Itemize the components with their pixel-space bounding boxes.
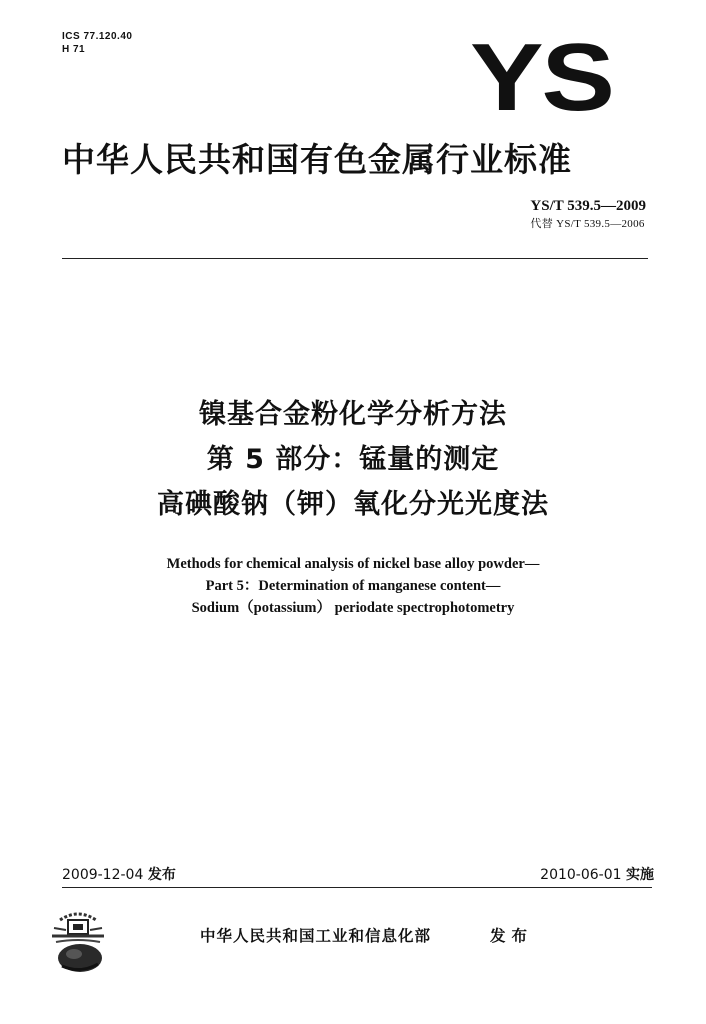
- publisher-name: 中华人民共和国工业和信息化部: [200, 927, 432, 945]
- ccs-code: H 71: [62, 44, 86, 55]
- standard-type-title: 中华人民共和国有色金属行业标准: [62, 140, 572, 179]
- publish-label: 发布: [490, 927, 534, 945]
- chinese-title-line-3: 高碘酸钠（钾）氧化分光光度法: [157, 489, 549, 520]
- effective-date-value: 2010-06-01: [540, 867, 622, 883]
- logo-text: YS: [470, 24, 613, 131]
- classification-codes: [62, 30, 132, 56]
- effective-date: [540, 866, 654, 884]
- english-title-line-3: Sodium（potassium） periodate spectrophotometry: [191, 600, 515, 616]
- english-title-line-2: Part 5：Determination of manganese content—: [205, 578, 501, 594]
- issue-date-label: 发布: [147, 867, 176, 883]
- issue-date-value: 2009-12-04: [62, 867, 144, 883]
- footer-divider: [62, 887, 652, 888]
- standard-code-block: [530, 197, 646, 233]
- english-title-line-1: Methods for chemical analysis of nickel base alloy powder—: [166, 556, 540, 572]
- ics-code: ICS 77.120.40: [62, 31, 133, 42]
- ys-logo: [470, 24, 615, 131]
- effective-date-label: 实施: [626, 867, 654, 883]
- chinese-title-line-2: 第 5 部分：锰量的测定: [206, 444, 500, 475]
- chinese-title-line-1: 镍基合金粉化学分析方法: [199, 399, 507, 430]
- standard-code: YS/T 539.5—2009: [530, 198, 646, 214]
- english-title-block: [0, 553, 706, 619]
- ministry-seal-icon: [48, 906, 108, 976]
- issue-date: [62, 866, 176, 884]
- replaced-standard-code: 代替 YS/T 539.5—2006: [530, 218, 645, 230]
- header-divider: [62, 258, 648, 259]
- chinese-title-block: [0, 392, 706, 527]
